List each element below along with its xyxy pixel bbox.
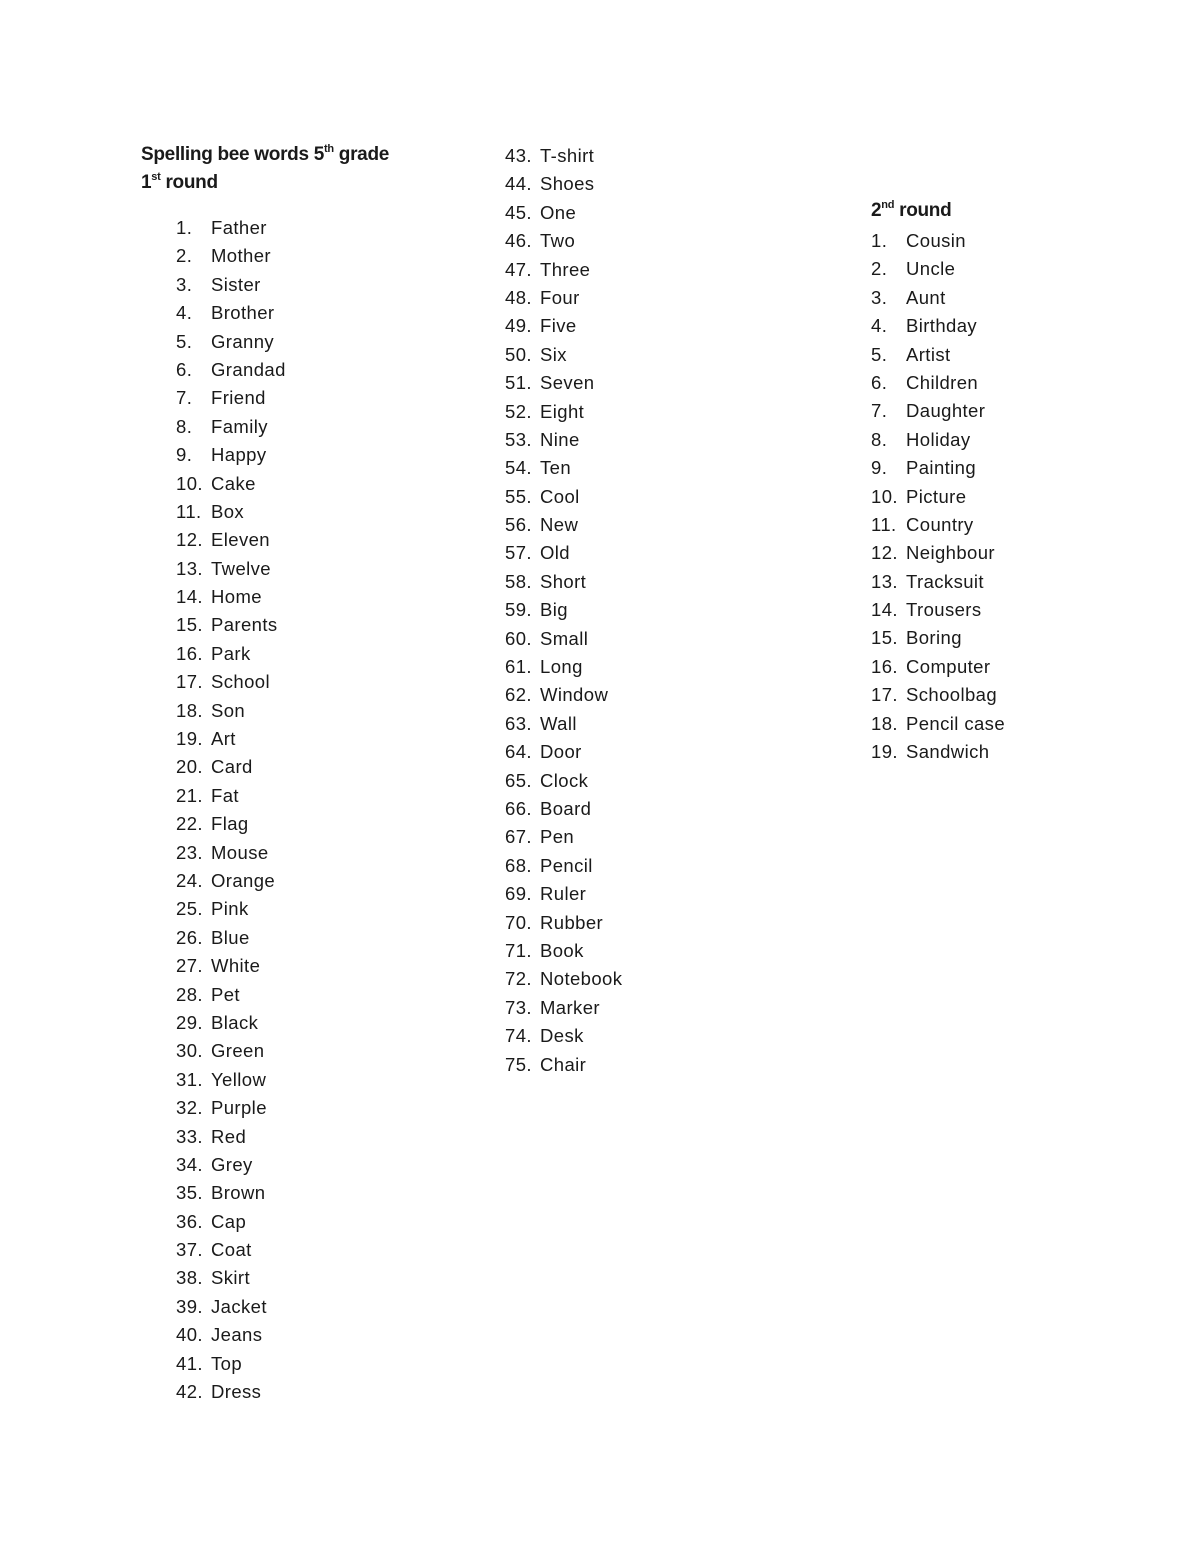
list-item-word: Father — [211, 217, 267, 238]
list-item-word: Top — [211, 1352, 243, 1374]
list-item-word: Granny — [211, 330, 275, 352]
list-item-number: 19. — [176, 728, 203, 750]
list-item-number: 41. — [176, 1352, 203, 1374]
list-item-word: Happy — [211, 444, 267, 466]
list-item-number: 45. — [505, 201, 532, 223]
list-item-word: Rubber — [540, 911, 604, 933]
list-item-word: Two — [540, 230, 576, 252]
list-item-word: Clock — [540, 769, 589, 791]
list-item-word: New — [540, 514, 579, 536]
list-item-number: 49. — [505, 315, 532, 337]
list-item-word: Cake — [211, 472, 256, 494]
list-item-word: Chair — [540, 1053, 587, 1075]
list-item-word: Notebook — [540, 968, 623, 990]
list-item-number: 54. — [505, 457, 532, 479]
list-item-word: Mouse — [211, 841, 269, 863]
list-item-word: Pink — [211, 898, 249, 920]
list-item-number: 4. — [176, 302, 193, 324]
list-item-word: Dress — [211, 1381, 262, 1403]
list-item-number: 34. — [176, 1153, 203, 1175]
list-item-number: 16. — [176, 642, 203, 664]
list-item-word: Pencil case — [906, 712, 1006, 734]
list-item-number: 18. — [871, 712, 898, 734]
list-item-word: Three — [540, 258, 591, 280]
list-item-word: Eleven — [211, 529, 270, 551]
list-item-word: Home — [211, 586, 262, 608]
list-item-word: Sandwich — [906, 741, 990, 763]
list-item-word: Long — [540, 656, 583, 678]
list-item-word: Book — [540, 939, 584, 961]
list-item-number: 43. — [505, 145, 532, 166]
list-item-number: 22. — [176, 813, 203, 835]
list-item-number: 51. — [505, 372, 532, 394]
list-item-number: 10. — [176, 472, 203, 494]
list-item-word: Wall — [540, 712, 577, 734]
list-item-word: Desk — [540, 1025, 584, 1047]
list-item-number: 25. — [176, 898, 203, 920]
list-item-number: 30. — [176, 1040, 203, 1062]
list-item-number: 4. — [871, 315, 888, 337]
list-item-number: 16. — [871, 655, 898, 677]
list-item-number: 14. — [871, 599, 898, 621]
list-item-word: Shoes — [540, 173, 595, 195]
list-item-number: 24. — [176, 869, 203, 891]
list-item-number: 66. — [505, 797, 532, 819]
list-item-number: 29. — [176, 1011, 203, 1033]
list-item-number: 5. — [176, 330, 193, 352]
list-item-number: 39. — [176, 1295, 203, 1317]
list-item-word: Brown — [211, 1182, 266, 1204]
list-item-word: Window — [540, 684, 609, 706]
list-item-word: Parents — [211, 614, 278, 636]
list-item-word: Holiday — [906, 428, 971, 450]
list-item-word: Pencil — [540, 854, 593, 876]
round-2-superscript: nd — [881, 199, 895, 211]
list-item-word: Country — [906, 513, 974, 535]
list-item-number: 15. — [871, 627, 898, 649]
list-item-number: 73. — [505, 996, 532, 1018]
list-item-number: 11. — [176, 500, 202, 522]
list-item-number: 71. — [505, 939, 532, 961]
list-item-number: 17. — [871, 684, 898, 706]
list-item-word: Brother — [211, 302, 275, 324]
list-item-number: 3. — [176, 273, 193, 295]
list-item-word: Uncle — [906, 258, 956, 280]
list-item-word: Box — [211, 500, 245, 522]
list-item-word: Grandad — [211, 358, 286, 380]
list-item-word: Aunt — [906, 286, 946, 308]
list-item-word: Eight — [540, 400, 585, 422]
list-item-number: 6. — [176, 358, 193, 380]
list-item-word: Tracksuit — [906, 570, 984, 592]
list-item-number: 21. — [176, 784, 203, 806]
list-item-number: 8. — [871, 428, 888, 450]
list-item-word: Door — [540, 741, 582, 763]
list-item-word: Blue — [211, 926, 250, 948]
list-item-number: 12. — [176, 529, 203, 551]
list-item-number: 35. — [176, 1182, 203, 1204]
list-item-word: Short — [540, 570, 587, 592]
list-item-number: 47. — [505, 258, 532, 280]
list-item-word: Twelve — [211, 557, 271, 579]
round-1-heading — [141, 169, 218, 197]
list-item-word: Fat — [211, 784, 239, 806]
list-item-number: 67. — [505, 826, 532, 848]
list-item-word: Schoolbag — [906, 684, 998, 706]
list-item-word: Grey — [211, 1153, 253, 1175]
list-item-word: Art — [211, 728, 236, 750]
list-item-word: Board — [540, 797, 592, 819]
list-item-number: 5. — [871, 343, 888, 365]
list-item-word: Purple — [211, 1097, 267, 1119]
list-item-word: Jacket — [211, 1295, 267, 1317]
round-2-tail: round — [894, 200, 952, 221]
list-item-word: Birthday — [906, 315, 978, 337]
list-item-word: Cap — [211, 1210, 247, 1232]
list-item-number: 2. — [176, 245, 193, 267]
list-item-word: Ruler — [540, 883, 587, 905]
list-item-word: Big — [540, 599, 568, 621]
list-item-number: 55. — [505, 485, 532, 507]
list-item-number: 74. — [505, 1025, 532, 1047]
list-item-word: School — [211, 671, 270, 693]
list-item-number: 42. — [176, 1381, 203, 1403]
list-item-number: 28. — [176, 983, 203, 1005]
round-2-heading — [871, 197, 951, 225]
list-item-number: 18. — [176, 699, 203, 721]
list-item-word: Marker — [540, 996, 600, 1018]
list-item-number: 37. — [176, 1239, 203, 1261]
list-item-word: Daughter — [906, 400, 986, 422]
list-item-number: 3. — [871, 286, 888, 308]
list-item-number: 57. — [505, 542, 532, 564]
list-item-number: 9. — [871, 457, 888, 479]
list-item-number: 7. — [176, 387, 193, 409]
list-item-number: 7. — [871, 400, 888, 422]
list-item-word: Black — [211, 1011, 259, 1033]
list-item-word: Pen — [540, 826, 575, 848]
list-item-number: 8. — [176, 415, 193, 437]
list-item-word: Trousers — [906, 599, 982, 621]
title-tail: grade — [333, 144, 390, 165]
list-item-word: Family — [211, 415, 268, 437]
list-item-word: Cool — [540, 485, 580, 507]
list-item-word: Computer — [906, 655, 991, 677]
list-item-word: Children — [906, 371, 979, 393]
list-item-number: 62. — [505, 684, 532, 706]
list-item-word: Seven — [540, 372, 595, 394]
list-item-number: 1. — [176, 217, 193, 238]
list-item-number: 36. — [176, 1210, 203, 1232]
list-item-word: Park — [211, 642, 251, 664]
list-item-number: 14. — [176, 586, 203, 608]
list-item-word: Artist — [906, 343, 951, 365]
list-item-word: One — [540, 201, 577, 223]
list-item-word: Pet — [211, 983, 240, 1005]
list-item-number: 33. — [176, 1125, 203, 1147]
list-item-number: 61. — [505, 656, 532, 678]
list-item-number: 48. — [505, 286, 532, 308]
round-2-number: 2 — [871, 200, 882, 221]
list-item-number: 6. — [871, 371, 888, 393]
list-item-number: 19. — [871, 741, 898, 763]
list-item-number: 72. — [505, 968, 532, 990]
list-item-number: 44. — [505, 173, 532, 195]
list-item-number: 11. — [871, 513, 897, 535]
round-1-superscript: st — [151, 171, 161, 183]
list-item-word: Painting — [906, 457, 977, 479]
round-1-tail: round — [160, 172, 218, 193]
title-text: Spelling bee words 5 — [141, 144, 324, 165]
list-item-number: 75. — [505, 1053, 532, 1075]
list-item-number: 10. — [871, 485, 898, 507]
list-item-number: 69. — [505, 883, 532, 905]
list-item-word: Boring — [906, 627, 962, 649]
list-item-number: 65. — [505, 769, 532, 791]
list-item-word: Four — [540, 286, 580, 308]
list-item-number: 12. — [871, 542, 898, 564]
list-item-word: Six — [540, 343, 567, 365]
list-item-number: 50. — [505, 343, 532, 365]
list-item-word: Coat — [211, 1239, 252, 1261]
list-item-word: Cousin — [906, 230, 966, 251]
list-item-word: Friend — [211, 387, 266, 409]
list-item-number: 17. — [176, 671, 203, 693]
list-item-number: 64. — [505, 741, 532, 763]
list-item-number: 9. — [176, 444, 193, 466]
list-item-word: Small — [540, 627, 589, 649]
list-item-word: Jeans — [211, 1324, 263, 1346]
list-item-number: 20. — [176, 756, 203, 778]
list-item-number: 59. — [505, 599, 532, 621]
list-item-number: 1. — [871, 230, 888, 251]
list-item-word: Flag — [211, 813, 249, 835]
list-item-number: 38. — [176, 1267, 203, 1289]
list-item-number: 70. — [505, 911, 532, 933]
list-item-number: 31. — [176, 1068, 203, 1090]
list-item-word: Green — [211, 1040, 265, 1062]
list-item-number: 32. — [176, 1097, 203, 1119]
list-item-word: Red — [211, 1125, 247, 1147]
round-1-number: 1 — [141, 172, 152, 193]
list-item-number: 27. — [176, 955, 203, 977]
list-item-word: Nine — [540, 428, 580, 450]
list-item-word: Five — [540, 315, 577, 337]
list-item-word: Old — [540, 542, 570, 564]
list-item-number: 40. — [176, 1324, 203, 1346]
list-item-number: 53. — [505, 428, 532, 450]
list-item-number: 2. — [871, 258, 888, 280]
list-item-number: 26. — [176, 926, 203, 948]
list-item-word: Picture — [906, 485, 967, 507]
list-item-number: 52. — [505, 400, 532, 422]
list-item-word: Skirt — [211, 1267, 250, 1289]
list-item-word: Orange — [211, 869, 276, 891]
list-item-word: Yellow — [211, 1068, 267, 1090]
list-item-word: Neighbour — [906, 542, 995, 564]
list-item-number: 56. — [505, 514, 532, 536]
list-item-number: 68. — [505, 854, 532, 876]
list-item-word: White — [211, 955, 261, 977]
list-item-word: Mother — [211, 245, 271, 267]
list-item-number: 58. — [505, 570, 532, 592]
document-title — [141, 141, 389, 169]
list-item-word: Ten — [540, 457, 572, 479]
title-superscript: th — [324, 143, 334, 155]
list-item-word: Sister — [211, 273, 261, 295]
list-item-number: 63. — [505, 712, 532, 734]
list-item-number: 23. — [176, 841, 203, 863]
list-item-number: 13. — [176, 557, 203, 579]
list-item-word: Card — [211, 756, 253, 778]
list-item-word: Son — [211, 699, 246, 721]
list-item-number: 13. — [871, 570, 898, 592]
list-item-word: T-shirt — [540, 145, 595, 166]
list-item-number: 60. — [505, 627, 532, 649]
list-item-number: 46. — [505, 230, 532, 252]
list-item-number: 15. — [176, 614, 203, 636]
